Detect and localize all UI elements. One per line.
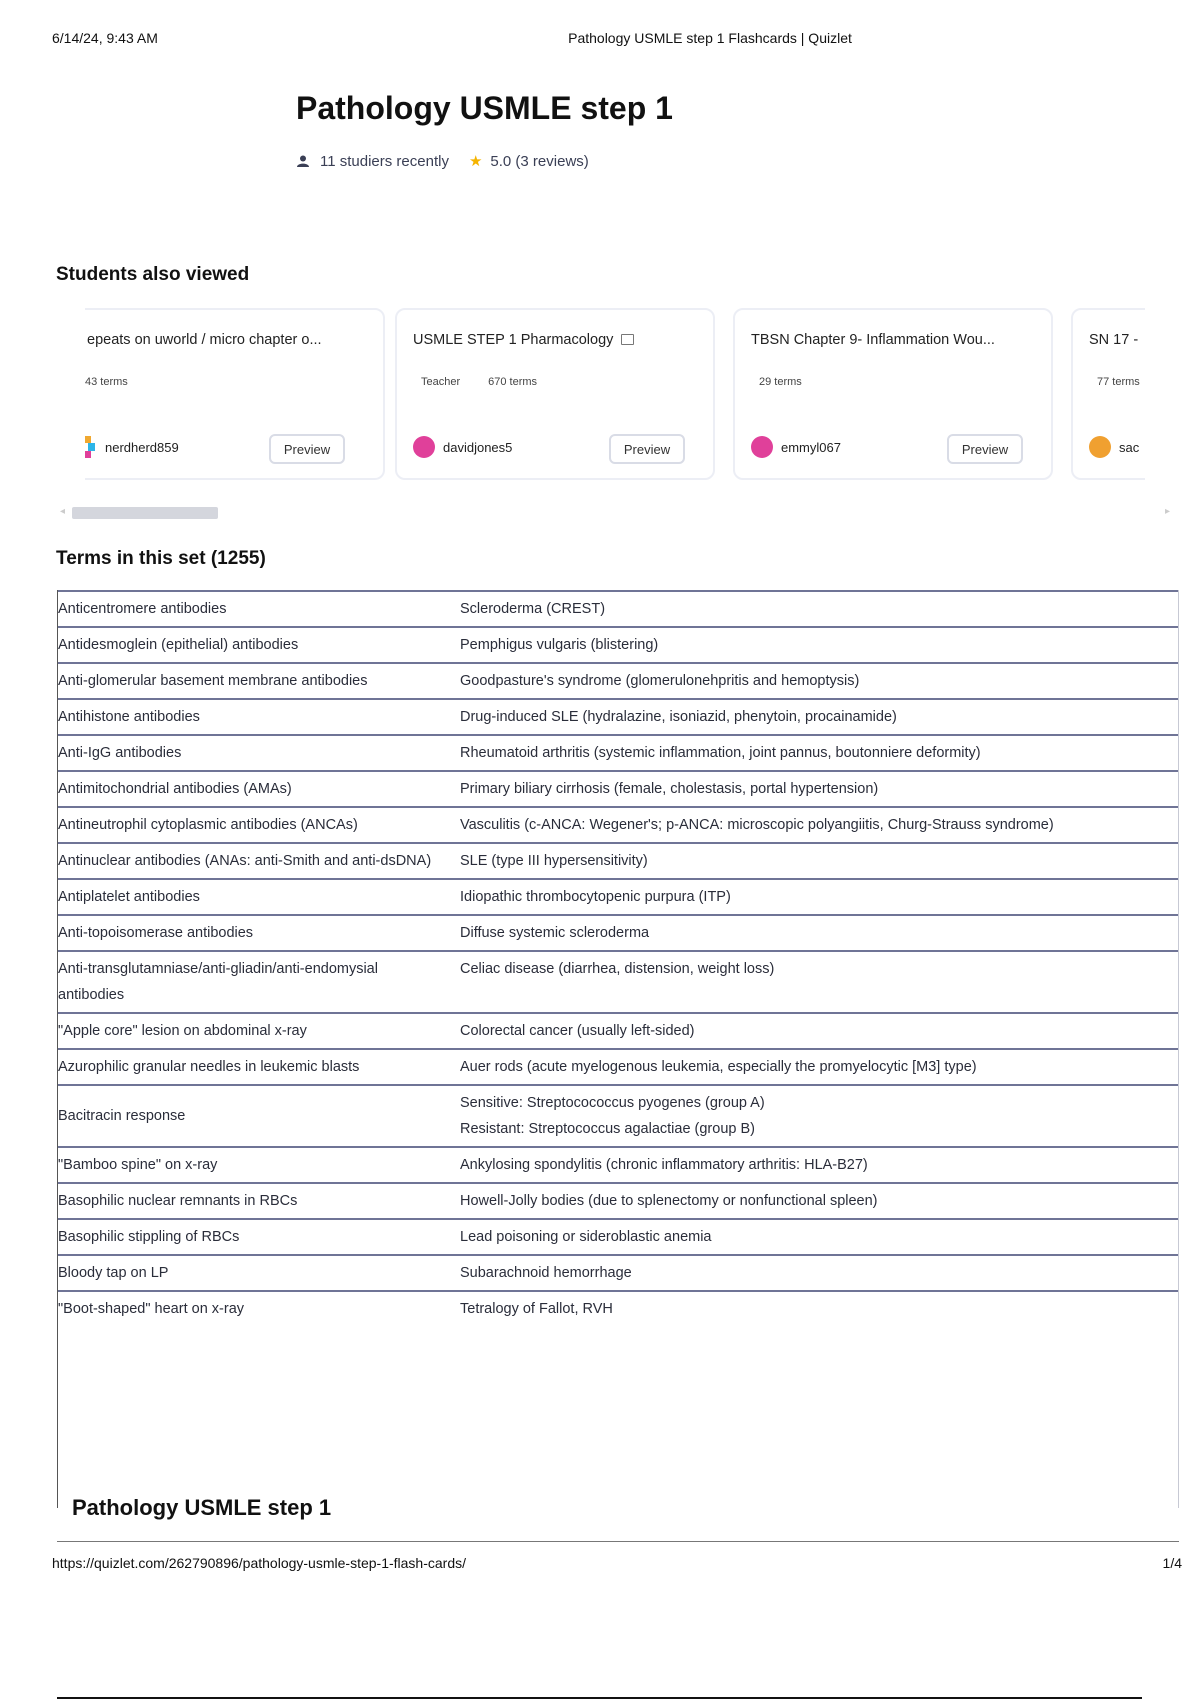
print-header: [0, 30, 1200, 50]
divider: [57, 1541, 1179, 1542]
print-url: https://quizlet.com/262790896/pathology-usmle-step-1-flash-cards/: [52, 1555, 466, 1571]
print-doc-title: Pathology USMLE step 1 Flashcards | Quizlet: [568, 30, 852, 46]
term-row: [58, 1147, 1178, 1183]
card-title[interactable]: TBSN Chapter 9- Inflammation Wou...: [751, 332, 995, 348]
term-row: [58, 771, 1178, 807]
avatar: [85, 436, 97, 458]
print-date: 6/14/24, 9:43 AM: [52, 30, 158, 46]
term-text: Anticentromere antibodies: [58, 601, 227, 617]
terms-table: [58, 590, 1178, 1326]
scroll-left-arrow-icon[interactable]: ◂: [60, 506, 66, 517]
definition-text: Pemphigus vulgaris (blistering): [460, 637, 659, 653]
definition-text: Celiac disease (diarrhea, distension, weight loss): [460, 961, 775, 977]
term-row: [58, 1183, 1178, 1219]
term-row: [58, 627, 1178, 663]
terms-heading: Terms in this set (1255): [56, 548, 266, 569]
definition-text: Primary biliary cirrhosis (female, cholestasis, portal hypertension): [460, 781, 879, 797]
term-row: [58, 1013, 1178, 1049]
card-terms: 43 terms: [85, 376, 128, 388]
preview-button[interactable]: Preview: [269, 434, 345, 464]
definition-text: SLE (type III hypersensitivity): [460, 853, 648, 869]
scroll-right-arrow-icon[interactable]: ▸: [1164, 506, 1170, 517]
studiers-count: 11 studiers recently: [320, 152, 449, 170]
definition-text: Goodpasture's syndrome (glomerulonehpritis and hemoptysis): [460, 673, 860, 689]
term-text: Anti-glomerular basement membrane antibodies: [58, 673, 368, 689]
definition-text: Tetralogy of Fallot, RVH: [460, 1301, 613, 1317]
term-row: [58, 843, 1178, 879]
term-row: [58, 807, 1178, 843]
term-text: Antimitochondrial antibodies (AMAs): [58, 781, 292, 797]
study-set-card[interactable]: [85, 308, 385, 480]
teacher-badge: Teacher: [421, 376, 461, 388]
rating[interactable]: 5.0 (3 reviews): [490, 152, 589, 170]
term-row: [58, 951, 1178, 1013]
definition-text: Ankylosing spondylitis (chronic inflammatory arthritis: HLA-B27): [460, 1157, 868, 1173]
card-title[interactable]: USMLE STEP 1 Pharmacology: [413, 332, 634, 348]
avatar: [1089, 436, 1111, 458]
book-icon: [621, 334, 634, 345]
term-text: "Boot-shaped" heart on x-ray: [58, 1301, 245, 1317]
avatar: [413, 436, 435, 458]
term-row: [58, 663, 1178, 699]
star-icon: ★: [468, 153, 483, 170]
term-row: [58, 699, 1178, 735]
set-title: Pathology USMLE step 1: [296, 90, 673, 126]
scrollbar-thumb[interactable]: [72, 507, 218, 519]
term-row: [58, 1255, 1178, 1291]
preview-button[interactable]: Preview: [947, 434, 1023, 464]
terms-list: [57, 590, 1179, 1508]
definition-text: Colorectal cancer (usually left-sided): [460, 1023, 695, 1039]
page-number: 1/4: [1162, 1555, 1182, 1571]
card-author[interactable]: nerdherd859: [105, 440, 179, 455]
card-title[interactable]: epeats on uworld / micro chapter o...: [87, 332, 322, 348]
study-set-card[interactable]: [1071, 308, 1145, 480]
term-row: [58, 735, 1178, 771]
definition-text: Vasculitis (c-ANCA: Wegener's; p-ANCA: microscopic polyangiitis, Churg-Strauss syndrome): [460, 817, 1054, 833]
definition-text: Sensitive: Streptocococcus pyogenes (group A) Resistant: Streptococcus agalactiae (group B): [460, 1095, 765, 1137]
definition-text: Diffuse systemic scleroderma: [460, 925, 650, 941]
term-row: [58, 915, 1178, 951]
carousel-scrollbar[interactable]: [60, 506, 1170, 520]
card-meta: [421, 376, 537, 388]
term-row: [58, 879, 1178, 915]
term-text: Anti-IgG antibodies: [58, 745, 182, 761]
preview-button[interactable]: Preview: [609, 434, 685, 464]
card-author[interactable]: emmyl067: [781, 440, 841, 455]
card-terms: 77 terms: [1097, 376, 1140, 388]
term-row: [58, 1219, 1178, 1255]
definition-text: Howell-Jolly bodies (due to splenectomy or nonfunctional spleen): [460, 1193, 878, 1209]
divider: [57, 1697, 1142, 1699]
term-row: [58, 1049, 1178, 1085]
definition-text: Auer rods (acute myelogenous leukemia, especially the promyelocytic [M3] type): [460, 1059, 977, 1075]
term-text: Basophilic stippling of RBCs: [58, 1229, 240, 1245]
term-text: Basophilic nuclear remnants in RBCs: [58, 1193, 298, 1209]
term-text: Anti-transglutamniase/anti-gliadin/anti-endomysial antibodies: [58, 961, 378, 1003]
footer-set-title: Pathology USMLE step 1: [72, 1495, 332, 1520]
students-also-viewed-heading: Students also viewed: [56, 264, 250, 285]
card-terms: 670 terms: [488, 376, 538, 388]
study-set-card[interactable]: [395, 308, 715, 480]
definition-text: Lead poisoning or sideroblastic anemia: [460, 1229, 712, 1245]
term-text: Bacitracin response: [58, 1108, 186, 1124]
card-title[interactable]: SN 17 -: [1089, 332, 1139, 348]
definition-text: Idiopathic thrombocytopenic purpura (ITP): [460, 889, 731, 905]
definition-text: Subarachnoid hemorrhage: [460, 1265, 632, 1281]
card-author[interactable]: sac: [1119, 440, 1140, 455]
people-icon: [296, 155, 310, 167]
term-text: "Apple core" lesion on abdominal x-ray: [58, 1023, 307, 1039]
term-text: Azurophilic granular needles in leukemic blasts: [58, 1059, 360, 1075]
card-author[interactable]: davidjones5: [443, 440, 513, 455]
term-text: "Bamboo spine" on x-ray: [58, 1157, 218, 1173]
definition-text: Scleroderma (CREST): [460, 601, 606, 617]
term-text: Antinuclear antibodies (ANAs: anti-Smith and anti-dsDNA): [58, 853, 432, 869]
term-row: [58, 591, 1178, 627]
definition-text: Rheumatoid arthritis (systemic inflammation, joint pannus, boutonniere deformity): [460, 745, 981, 761]
term-text: Anti-topoisomerase antibodies: [58, 925, 254, 941]
term-row: [58, 1085, 1178, 1147]
avatar: [751, 436, 773, 458]
set-meta: [296, 152, 589, 170]
card-terms: 29 terms: [759, 376, 802, 388]
term-text: Bloody tap on LP: [58, 1265, 169, 1281]
definition-text: Drug-induced SLE (hydralazine, isoniazid, phenytoin, procainamide): [460, 709, 897, 725]
students-also-viewed-carousel[interactable]: [85, 308, 1145, 488]
study-set-card[interactable]: [733, 308, 1053, 480]
term-row: [58, 1291, 1178, 1326]
term-text: Antineutrophil cytoplasmic antibodies (ANCAs): [58, 817, 358, 833]
term-text: Antidesmoglein (epithelial) antibodies: [58, 637, 299, 653]
term-text: Antiplatelet antibodies: [58, 889, 200, 905]
term-text: Antihistone antibodies: [58, 709, 200, 725]
